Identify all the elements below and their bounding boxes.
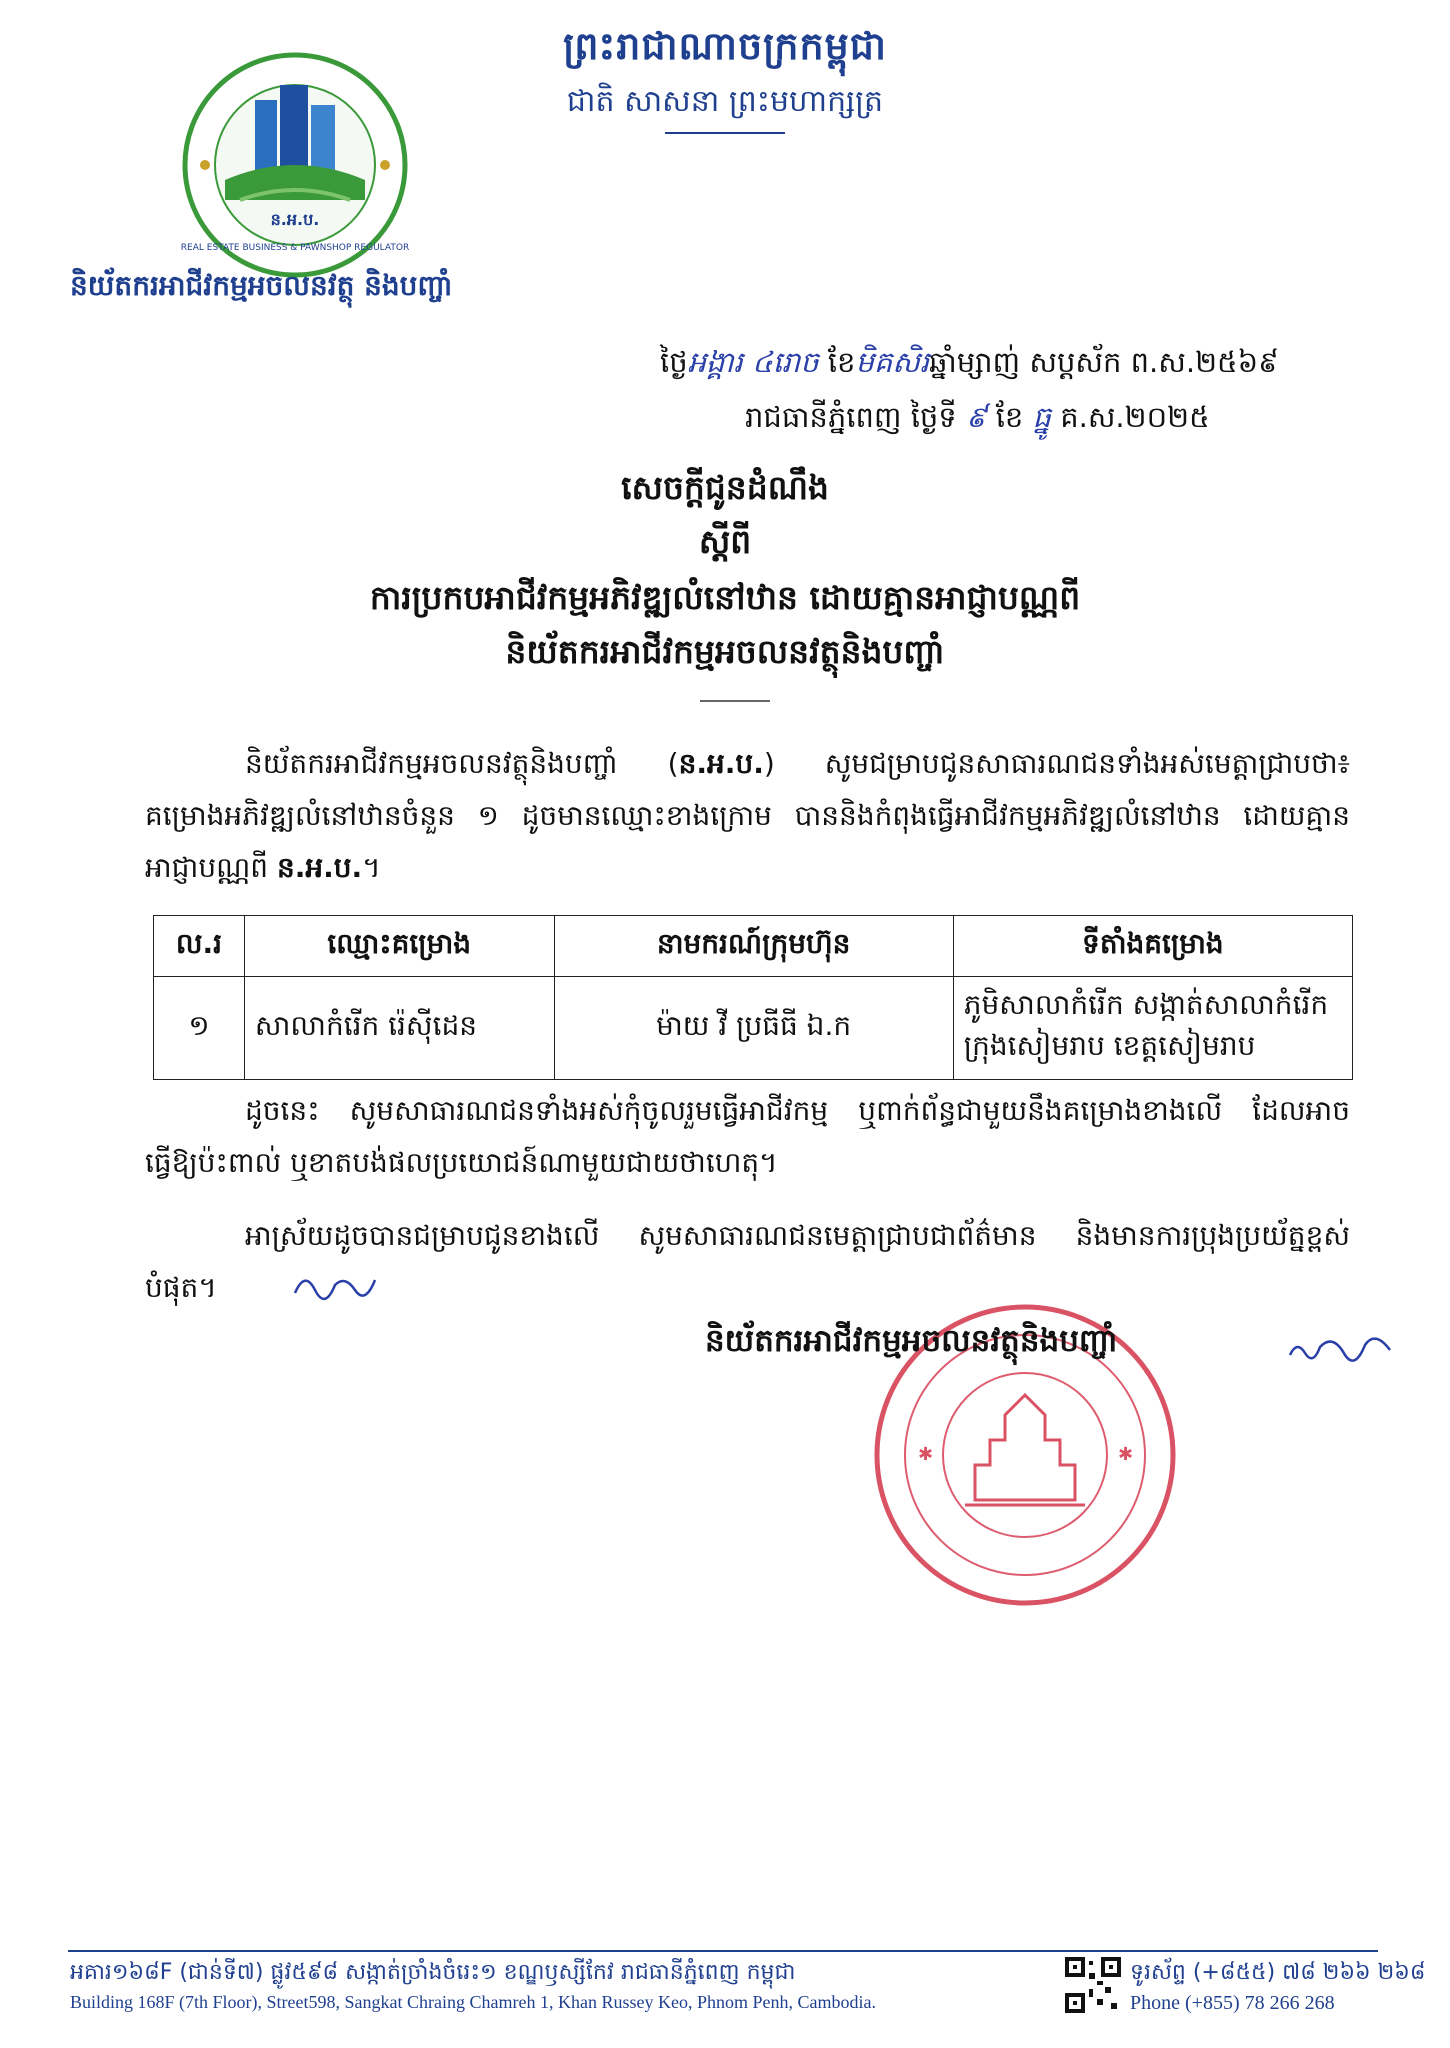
closing-paragraph: អាស្រ័យដូចបានជម្រាបជូនខាងលើ សូមសាធារណជនមេត្តាជ្រាបជាព័ត៌មាន និងមានការប្រុងប្រយ័ត្នខ្ពស់បំផុត។ [145, 1219, 1350, 1304]
notice-subject-label: ស្តីពី [698, 522, 752, 561]
notice-title: សេចក្តីជូនដំណឹង [621, 468, 829, 507]
solar-prefix: រាជធានីភ្នំពេញ ថ្ងៃទី [745, 400, 957, 434]
title-separator [700, 700, 770, 702]
issuer-org-name: និយ័តករអាជីវកម្មអចលនវត្ថុ និងបញ្ចាំ [70, 269, 453, 302]
logo-abbr: ន.អ.ប. [270, 210, 320, 229]
solar-day-handwritten: ៩ [965, 400, 987, 434]
kingdom-motto: ជាតិ សាសនា ព្រះមហាក្សត្រ [566, 84, 884, 119]
warning-paragraph: ដូចនេះ សូមសាធារណជនទាំងអស់កុំចូលរួមធ្វើអាជីវកម្ម ឬពាក់ព័ន្ធជាមួយនឹងគម្រោងខាងលើ ដែលអាចធ្វើឱ្យប៉ះពាល់ ឬខាតបង់ផលប្រយោជន៍ណាមួយជាយថាហេតុ។ [145, 1094, 1350, 1179]
col-company-header: នាមករណ៍ក្រុមហ៊ុន [554, 916, 953, 977]
handwritten-signature [1285, 1325, 1395, 1375]
table-row [154, 977, 1353, 1080]
solar-year: គ.ស.២០២៥ [1060, 400, 1210, 434]
cell-project-name: សាលាកំរើក រ៉េស៊ីដេន [244, 977, 554, 1080]
footer-address-kh: អគារ១៦៨F (ជាន់ទី៧) ផ្លូវ៥៩៨ សង្កាត់ច្រាំងចំរេះ១ ខណ្ឌឫស្សីកែវ រាជធានីភ្នំពេញ កម្ពុជា [70, 1960, 796, 1985]
col-project-name-header: ឈ្មោះគម្រោង [244, 916, 554, 977]
intro-abbr-2: ន.អ.ប. [276, 851, 363, 884]
kingdom-title: ព្រះរាជាណាចក្រកម្ពុជា [563, 24, 887, 68]
lunar-day-handwritten: អង្គារ ៤រោច [687, 345, 819, 379]
signatory-org: និយ័តករអាជីវកម្មអចលនវត្ថុនិងបញ្ចាំ [705, 1323, 1118, 1359]
handwritten-initials [290, 1265, 380, 1305]
svg-text:✱: ✱ [1118, 1444, 1134, 1465]
intro-text-a: និយ័តករអាជីវកម្មអចលនវត្ថុនិងបញ្ចាំ ( [245, 747, 679, 780]
col-no-header: ល.រ [154, 916, 245, 977]
lunar-month-handwritten: មិគសិរ [855, 345, 930, 379]
solar-date [745, 400, 1365, 442]
logo-english-text: REAL ESTATE BUSINESS & PAWNSHOP REGULATOR [180, 243, 410, 253]
notice-subject-line2: និយ័តករអាជីវកម្មអចលនវត្ថុនិងបញ្ចាំ [505, 632, 945, 671]
lunar-month-prefix: ខែ [827, 345, 856, 379]
intro-text-c: ។ [362, 851, 381, 884]
project-table [153, 915, 1353, 1080]
svg-text:✱: ✱ [918, 1444, 934, 1465]
footer-phone-kh: ទូរស័ព្ទ (+៨៥៥) ៧៨ ២៦៦ ២៦៨ [1130, 1960, 1426, 1985]
lunar-prefix: ថ្ងៃ [660, 345, 688, 379]
cell-no: ១ [154, 977, 245, 1080]
lunar-date [660, 345, 1360, 387]
footer-address-en: Building 168F (7th Floor), Street598, Sangkat Chraing Chamreh 1, Khan Russey Keo, Phnom Penh, Cambodia. [70, 1992, 876, 2012]
solar-month-handwritten: ធ្នូ [1032, 400, 1051, 434]
intro-abbr: ន.អ.ប. [678, 747, 764, 780]
header-ornament [665, 132, 785, 134]
lunar-year: ឆ្នាំម្សាញ់ សប្តស័ក ព.ស.២៥៦៩ [929, 345, 1279, 379]
intro-paragraph [145, 738, 1350, 894]
regulator-logo [180, 50, 410, 280]
qr-code-icon [1065, 1957, 1121, 2013]
col-location-header: ទីតាំងគម្រោង [953, 916, 1352, 977]
solar-month-prefix: ខែ [995, 400, 1024, 434]
footer-phone-en: Phone (+855) 78 266 268 [1130, 1992, 1335, 2014]
intro-text-b: ) សូមជម្រាបជូនសាធារណជនទាំងអស់មេត្តាជ្រាបថា៖ គម្រោងអភិវឌ្ឍលំនៅឋានចំនួន ១ ដូចមានឈ្មោះខាងក្រោម បាននិងកំពុងធ្វើអាជីវកម្មអភិវឌ្ឍលំនៅឋាន ដោយគ្មានអាជ្ញាបណ្ណពី [145, 747, 1350, 884]
footer-divider [68, 1950, 1378, 1952]
table-header-row [154, 916, 1353, 977]
notice-subject-line1: ការប្រកបអាជីវកម្មអភិវឌ្ឍលំនៅឋាន ដោយគ្មានអាជ្ញាបណ្ណពី [369, 578, 1081, 617]
cell-company: ម៉ាយ វី ប្រធីធី ឯ.ក [554, 977, 953, 1080]
cell-location: ភូមិសាលាកំរើក សង្កាត់សាលាកំរើក ក្រុងសៀមរាប ខេត្តសៀមរាប [953, 977, 1352, 1080]
kingdom-header [535, 22, 915, 134]
